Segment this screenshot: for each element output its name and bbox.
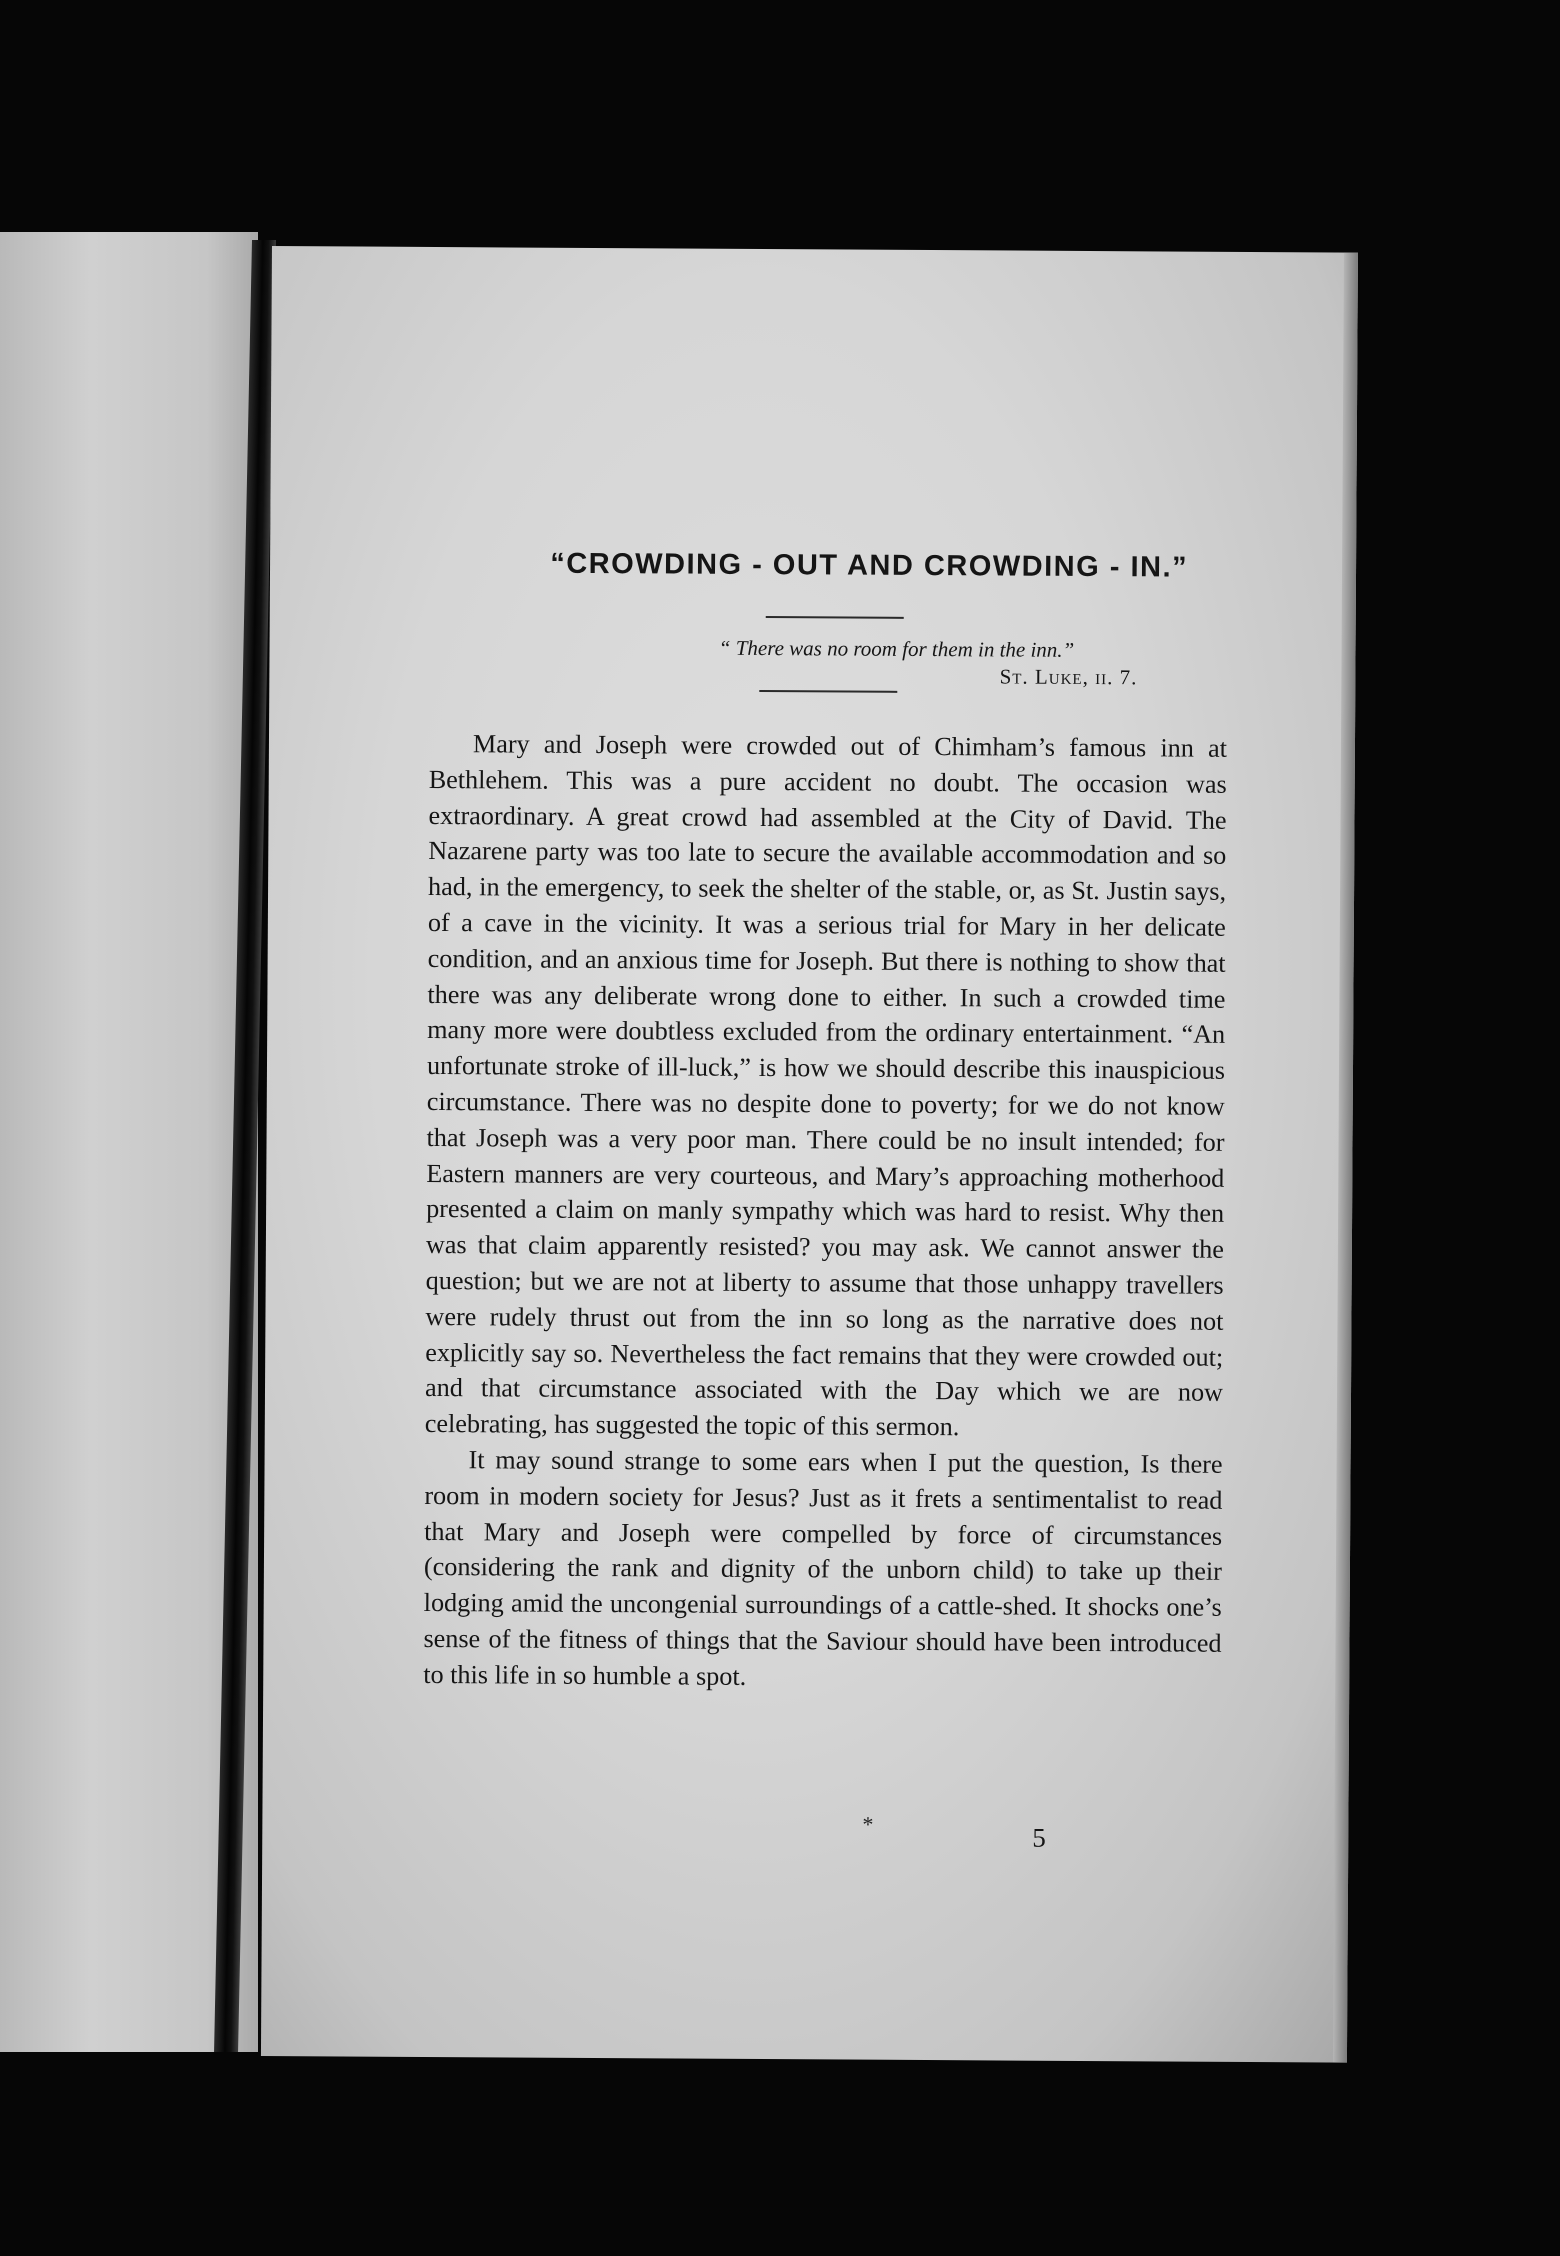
paragraph-1: Mary and Joseph were crowded out of Chimham’s famous inn at Bethlehem. This was a pure accident no doubt. The occasion was extraordinary. A great crowd had assembled at the City of David. The Nazarene party was too late to secure the available accommodation and so had, in the emergency, to seek the shelter of the stable, or, as St. Justin says, of a cave in the vicinity. It was a serious trial for Mary in her delicate condition, and an anxious time for Joseph. But there is nothing to show that there was any deliberate wrong done to either. In such a crowded time many more were doubtless excluded from the ordinary entertainment. “An unfortunate stroke of ill-luck,” is how we should describe this inauspicious circumstance. There was no despite done to poverty; for we do not know that Joseph was a very poor man. There could be no insult intended; for Eastern manners are very courteous, and Mary’s approaching motherhood presented a claim on manly sympathy which was hard to resist. Why then was that claim apparently resisted? you may ask. We cannot answer the question; but we are not at liberty to assume that those unhappy travellers were rudely thrust out from the inn so long as the narrative does not explicitly say so. Nevertheless the fact remains that they were crowded out; and that circumstance associated with the Day which we are now celebrating, has suggested the topic of this sermon. [424,729,1228,1442]
epigraph: “ There was no room for them in the inn.” [718,635,1075,662]
page-number: 5 [1032,1822,1046,1853]
right-page [261,246,1358,2063]
scripture-citation: St. Luke, ii. 7. [999,664,1138,690]
sermon-body [423,726,1227,1697]
page-edge [1333,253,1358,2063]
page-content [423,547,1228,1697]
title-rule [766,616,904,619]
epigraph-rule [759,690,897,693]
sermon-title: “CROWDING - OUT AND CROWDING - IN.” [550,547,1189,584]
star-mark: * [862,1811,874,1837]
paragraph-2: It may sound strange to some ears when I put the question, Is there room in modern society for Jesus? Just as it frets a sentimentalist to read that Mary and Joseph were compelled by force of circumstances (considering the rank and dignity of the unborn child) to take up their lodging amid the uncongenial surroundings of a cattle-shed. It shocks one’s sense of the fitness of things that the Saviour should have been introduced to this life in so humble a spot. [423,1445,1223,1691]
